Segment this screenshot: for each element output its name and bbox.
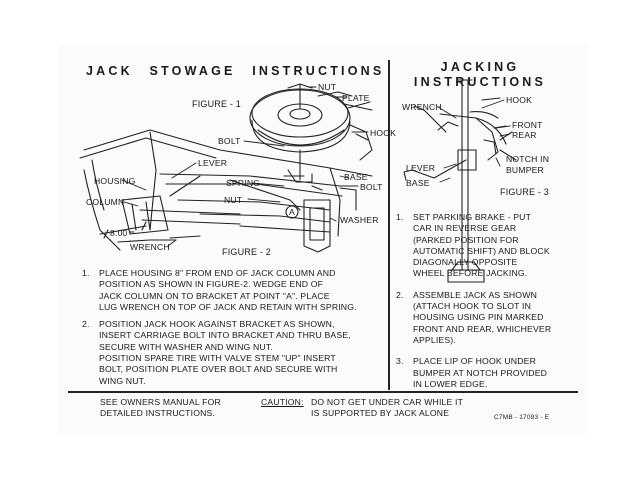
- right-step-1: [396, 212, 576, 280]
- label-hook-left: HOOK: [370, 128, 397, 138]
- label-point-a: A: [289, 207, 295, 217]
- step-line: AUTOMATIC SHIFT) AND BLOCK: [413, 245, 550, 256]
- step-line: (PARKED POSITION FOR: [413, 234, 519, 245]
- left-step-1: [82, 268, 382, 313]
- figure-2-label: FIGURE - 2: [222, 247, 272, 257]
- label-dimension: 8.00: [110, 228, 128, 238]
- step-line: POSITION SPARE TIRE WITH VALVE STEM "UP" INSERT: [99, 353, 336, 364]
- step-line: (ATTACH HOOK TO SLOT IN: [413, 301, 532, 312]
- label-column: COLUMN: [86, 197, 125, 207]
- label-nut-top: NUT: [318, 82, 337, 92]
- step-line: BUMPER AT NOTCH PROVIDED: [413, 367, 548, 378]
- caution-label: CAUTION:: [261, 397, 304, 407]
- step-line: DIAGONALLY OPPOSITE: [413, 257, 518, 268]
- label-hook-right: HOOK: [506, 95, 533, 105]
- step-number: 1.: [82, 268, 90, 278]
- owners-manual-line1: SEE OWNERS MANUAL FOR: [100, 397, 221, 407]
- label-spring: SPRING: [226, 178, 261, 188]
- label-base: BASE: [344, 172, 368, 182]
- label-bolt-upper: BOLT: [218, 136, 241, 146]
- owners-manual-note: [100, 397, 221, 419]
- step-line: PLACE LIP OF HOOK UNDER: [413, 356, 537, 367]
- left-step-2: [82, 319, 382, 387]
- left-steps: [82, 268, 382, 393]
- figure-1-label: FIGURE - 1: [192, 99, 242, 109]
- leader-lines-left: [122, 87, 368, 246]
- step-line: SET PARKING BRAKE - PUT: [413, 212, 532, 222]
- step-number: 2.: [396, 289, 404, 300]
- label-notch-line1: NOTCH IN: [506, 154, 550, 164]
- step-line: APPLIES).: [413, 334, 456, 345]
- caution-line2: IS SUPPORTED BY JACK ALONE: [311, 408, 450, 418]
- step-number: 1.: [396, 212, 404, 222]
- step-number: 2.: [82, 319, 90, 330]
- label-rear: REAR: [512, 130, 537, 140]
- owners-manual-line2: DETAILED INSTRUCTIONS.: [100, 408, 216, 418]
- label-wrench-right: WRENCH: [402, 102, 442, 112]
- step-line: WHEEL BEFORE JACKING.: [413, 268, 528, 279]
- step-line: IN LOWER EDGE.: [413, 378, 488, 389]
- right-steps: [396, 212, 576, 396]
- step-line: HOUSING USING PIN MARKED: [413, 312, 544, 323]
- step-line: CAR IN REVERSE GEAR: [413, 223, 517, 234]
- label-lever-right: LEVER: [406, 163, 436, 173]
- step-line: POSITION AS SHOWN IN FIGURE-2. WEDGE END OF: [99, 279, 324, 290]
- caution-line1: DO NOT GET UNDER CAR WHILE IT: [311, 397, 464, 407]
- right-step-3: [396, 356, 576, 390]
- step-line: ASSEMBLE JACK AS SHOWN: [413, 289, 537, 300]
- step-line: POSITION JACK HOOK AGAINST BRACKET AS SHOWN,: [99, 319, 335, 330]
- caution-text: [311, 397, 463, 419]
- label-lever: LEVER: [198, 158, 228, 168]
- label-front: FRONT: [512, 120, 543, 130]
- right-title-line1: JACKING: [440, 60, 520, 74]
- label-plate: PLATE: [342, 93, 370, 103]
- label-notch-line2: BUMPER: [506, 165, 544, 175]
- label-base-right: BASE: [406, 178, 430, 188]
- step-line: FRONT AND REAR, WHICHEVER: [413, 323, 552, 334]
- part-number: C7MB - 17093 - E: [494, 414, 550, 421]
- right-step-2: [396, 290, 576, 346]
- figure-3-label: FIGURE - 3: [500, 187, 550, 197]
- step-line: INSERT CARRIAGE BOLT INTO BRACKET AND THRU BASE,: [99, 330, 351, 341]
- step-line: WING NUT.: [99, 375, 146, 386]
- label-washer: WASHER: [340, 215, 379, 225]
- right-title-line2: INSTRUCTIONS: [413, 75, 547, 89]
- step-line: JACK COLUMN ON TO BRACKET AT POINT "A". PLACE: [99, 290, 330, 301]
- step-line: LUG WRENCH ON TOP OF JACK AND RETAIN WITH SPRING.: [99, 301, 357, 312]
- left-title: JACK STOWAGE INSTRUCTIONS: [86, 64, 385, 78]
- label-bolt-lower: BOLT: [360, 182, 383, 192]
- label-notch: [506, 154, 549, 176]
- step-line: BOLT, POSITION PLATE OVER BOLT AND SECURE WITH: [99, 364, 338, 375]
- step-line: SECURE WITH WASHER AND WING NUT.: [99, 341, 273, 352]
- label-nut-lower: NUT: [224, 195, 243, 205]
- step-number: 3.: [396, 356, 404, 367]
- label-housing: HOUSING: [94, 176, 136, 186]
- label-wrench-left: WRENCH: [130, 242, 170, 252]
- step-line: PLACE HOUSING 8" FROM END OF JACK COLUMN AND: [99, 268, 336, 278]
